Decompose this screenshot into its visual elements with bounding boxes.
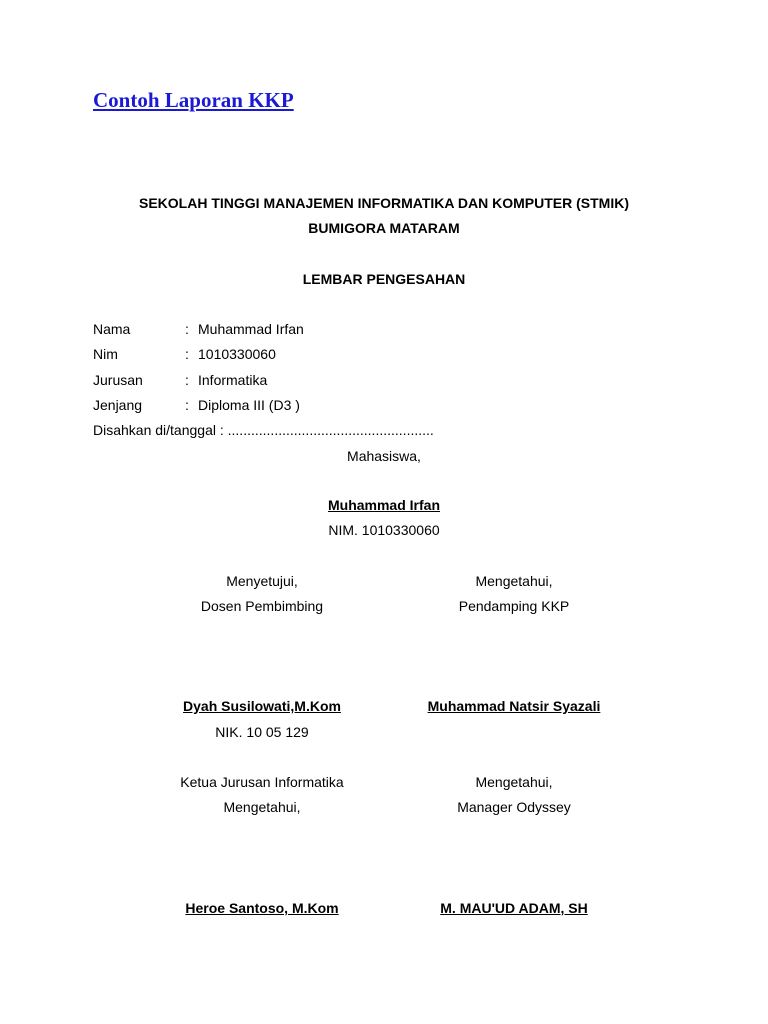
field-value-jurusan: Informatika <box>198 372 268 388</box>
field-separator: : <box>185 372 189 388</box>
field-value-nim: 1010330060 <box>198 346 276 362</box>
supervisor-id: NIK. 10 05 129 <box>215 724 309 740</box>
supervisor-name: Dyah Susilowati,M.Kom <box>183 698 341 714</box>
field-value-nama: Muhammad Irfan <box>198 321 304 337</box>
field-label-nim: Nim <box>93 346 118 362</box>
department-head-name: Heroe Santoso, M.Kom <box>185 900 339 916</box>
document-title-link[interactable]: Contoh Laporan KKP <box>93 88 294 112</box>
field-separator: : <box>185 346 189 362</box>
student-name: Muhammad Irfan <box>327 497 440 513</box>
field-value-jenjang: Diploma III (D3 ) <box>198 397 300 413</box>
supervisor-approval-label: Menyetujui, <box>226 573 298 589</box>
field-separator: : <box>185 321 189 337</box>
institution-location: BUMIGORA MATARAM <box>308 220 460 236</box>
manager-role: Manager Odyssey <box>457 799 571 815</box>
approval-date-line: Disahkan di/tanggal : ..................................................... <box>93 422 434 438</box>
field-separator: : <box>185 397 189 413</box>
student-role: Mahasiswa, <box>347 448 421 464</box>
field-label-nama: Nama <box>93 321 131 337</box>
student-id: NIM. 1010330060 <box>328 522 440 538</box>
companion-name: Muhammad Natsir Syazali <box>427 698 601 714</box>
companion-role: Pendamping KKP <box>458 598 570 614</box>
department-head-ack-label: Mengetahui, <box>223 799 301 815</box>
institution-name: SEKOLAH TINGGI MANAJEMEN INFORMATIKA DAN KOMPUTER (STMIK) <box>139 195 629 211</box>
department-head-role: Ketua Jurusan Informatika <box>180 774 344 790</box>
field-label-jurusan: Jurusan <box>93 372 143 388</box>
supervisor-role: Dosen Pembimbing <box>200 598 324 614</box>
manager-name: M. MAU'UD ADAM, SH <box>440 900 588 916</box>
companion-ack-label: Mengetahui, <box>475 573 553 589</box>
sheet-title: LEMBAR PENGESAHAN <box>302 271 466 287</box>
manager-ack-label: Mengetahui, <box>475 774 553 790</box>
field-label-jenjang: Jenjang <box>93 397 143 413</box>
